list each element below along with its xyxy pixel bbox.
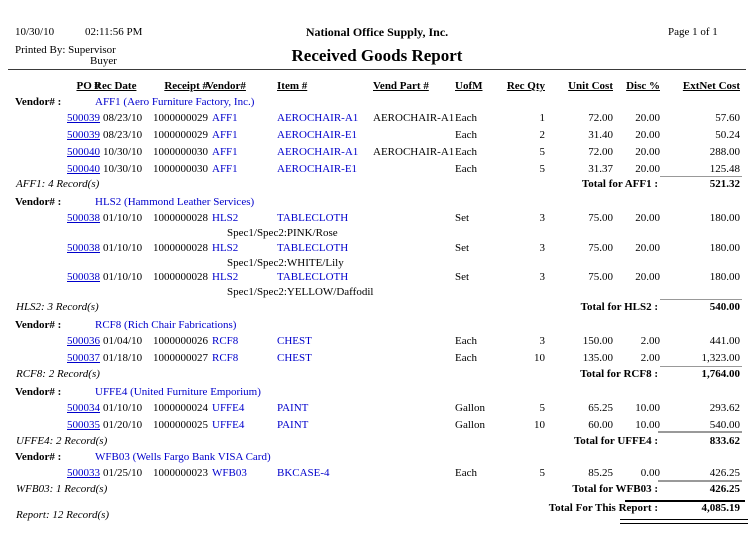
rec-date: 01/04/10 <box>103 335 143 347</box>
total-value: 426.25 <box>709 483 740 495</box>
vendor-header-row <box>0 386 754 401</box>
vendor-name-link[interactable]: WFB03 (Wells Fargo Bank VISA Card) <box>95 451 271 463</box>
vendor-label: Vendor# : <box>15 319 62 331</box>
unit-cost: 60.00 <box>588 419 613 431</box>
record-count: AFF1: 4 Record(s) <box>16 178 100 190</box>
receipt-number: 1000000027 <box>153 352 208 364</box>
report-time: 02:11:56 PM <box>85 26 143 38</box>
total-label: Total for HLS2 : <box>580 301 658 313</box>
po-link[interactable]: 500033 <box>67 467 100 479</box>
unit-cost: 135.00 <box>582 352 613 364</box>
vendor-label: Vendor# : <box>15 96 62 108</box>
receipt-number: 1000000028 <box>153 242 208 254</box>
vendor-link[interactable]: RCF8 <box>212 352 239 364</box>
report-date: 10/30/10 <box>15 26 55 38</box>
po-link[interactable]: 500038 <box>67 212 100 224</box>
receipt-number: 1000000029 <box>153 112 208 124</box>
disc-pct: 2.00 <box>640 335 660 347</box>
disc-pct: 2.00 <box>640 352 660 364</box>
total-rule <box>658 480 742 482</box>
section-footer-row <box>0 435 754 450</box>
item-link[interactable]: PAINT <box>277 419 309 431</box>
rec-qty: 3 <box>539 271 545 283</box>
rec-qty: 2 <box>539 129 545 141</box>
vendor-link[interactable]: UFFE4 <box>212 419 245 431</box>
col-rec-qty: Rec Qty <box>506 80 545 92</box>
table-row <box>0 212 754 227</box>
vendor-header-row <box>0 96 754 111</box>
disc-pct: 0.00 <box>640 467 660 479</box>
unit-cost: 85.25 <box>588 467 613 479</box>
spec-row <box>0 227 754 242</box>
col-unit-cost: Unit Cost <box>568 80 613 92</box>
rec-date: 01/25/10 <box>103 467 143 479</box>
table-row <box>0 271 754 286</box>
uofm: Each <box>455 467 477 479</box>
buyer-label: Buyer <box>90 55 117 67</box>
receipt-number: 1000000028 <box>153 212 208 224</box>
printed-by: Printed By: Supervisor <box>15 44 116 56</box>
item-link[interactable]: AEROCHAIR-A1 <box>277 112 359 124</box>
rec-qty: 10 <box>534 352 545 364</box>
uofm: Gallon <box>455 419 485 431</box>
total-rule <box>660 366 742 367</box>
rec-qty: 1 <box>539 112 545 124</box>
table-row <box>0 129 754 144</box>
disc-pct: 10.00 <box>635 419 660 431</box>
rec-date: 01/10/10 <box>103 212 143 224</box>
item-link[interactable]: CHEST <box>277 335 312 347</box>
receipt-number: 1000000024 <box>153 402 208 414</box>
report-records-row <box>0 509 754 524</box>
unit-cost: 75.00 <box>588 271 613 283</box>
report-total-label: Total For This Report : <box>548 502 658 514</box>
vendor-header-row <box>0 451 754 466</box>
ext-net-cost: 1,323.00 <box>701 352 740 364</box>
ext-net-cost: 50.24 <box>715 129 740 141</box>
po-link[interactable]: 500040 <box>67 146 100 158</box>
unit-cost: 75.00 <box>588 212 613 224</box>
rec-date: 10/30/10 <box>103 163 143 175</box>
disc-pct: 20.00 <box>635 112 660 124</box>
vendor-link[interactable]: RCF8 <box>212 335 239 347</box>
col-disc: Disc % <box>626 80 660 92</box>
spec-text: Spec1/Spec2:PINK/Rose <box>227 227 338 239</box>
item-link[interactable]: CHEST <box>277 352 312 364</box>
total-value: 521.32 <box>709 178 740 190</box>
ext-net-cost: 180.00 <box>709 212 740 224</box>
item-link[interactable]: AEROCHAIR-E1 <box>277 129 358 141</box>
rec-qty: 5 <box>539 467 545 479</box>
ext-net-cost: 540.00 <box>709 419 740 431</box>
total-label: Total for AFF1 : <box>581 178 658 190</box>
receipt-number: 1000000029 <box>153 129 208 141</box>
po-link[interactable]: 500034 <box>67 402 100 414</box>
col-ext-net: ExtNet Cost <box>682 80 740 92</box>
receipt-number: 1000000030 <box>153 163 208 175</box>
uofm: Each <box>455 163 477 175</box>
total-value: 540.00 <box>709 301 740 313</box>
section-footer-row <box>0 178 754 193</box>
item-link[interactable]: TABLECLOTH <box>277 212 349 224</box>
unit-cost: 31.40 <box>588 129 613 141</box>
total-rule <box>660 299 742 300</box>
uofm: Set <box>455 271 470 283</box>
section-footer-row <box>0 483 754 498</box>
spec-row <box>0 257 754 272</box>
disc-pct: 20.00 <box>635 129 660 141</box>
report-total-value: 4,085.19 <box>701 502 740 514</box>
po-link[interactable]: 500037 <box>67 352 100 364</box>
vendor-link[interactable]: AFF1 <box>212 146 238 158</box>
spec-text: Spec1/Spec2:WHITE/Lily <box>227 257 344 269</box>
disc-pct: 20.00 <box>635 212 660 224</box>
vend-part: AEROCHAIR-A1 <box>373 112 455 124</box>
column-header-row <box>0 80 754 95</box>
vendor-link[interactable]: HLS2 <box>212 271 239 283</box>
receipt-number: 1000000026 <box>153 335 208 347</box>
rec-date: 01/20/10 <box>103 419 143 431</box>
total-label: Total for RCF8 : <box>580 368 658 380</box>
ext-net-cost: 288.00 <box>709 146 740 158</box>
item-link[interactable]: TABLECLOTH <box>277 271 349 283</box>
vendor-link[interactable]: AFF1 <box>212 129 238 141</box>
col-receipt: Receipt # <box>164 80 208 92</box>
vendor-label: Vendor# : <box>15 196 62 208</box>
vendor-name-link[interactable]: HLS2 (Hammond Leather Services) <box>95 196 255 208</box>
table-row <box>0 335 754 350</box>
unit-cost: 31.37 <box>588 163 613 175</box>
header-rule <box>8 69 746 70</box>
ext-net-cost: 180.00 <box>709 271 740 283</box>
page-title: Received Goods Report <box>291 46 463 65</box>
total-value: 833.62 <box>709 435 740 447</box>
ext-net-cost: 293.62 <box>709 402 740 414</box>
item-link[interactable]: BKCASE-4 <box>277 467 330 479</box>
po-link[interactable]: 500035 <box>67 419 100 431</box>
spec-text: Spec1/Spec2:YELLOW/Daffodil <box>227 286 374 298</box>
disc-pct: 20.00 <box>635 271 660 283</box>
col-item: Item # <box>277 80 308 92</box>
vendor-link[interactable]: AFF1 <box>212 163 238 175</box>
spec-row <box>0 286 754 301</box>
unit-cost: 72.00 <box>588 146 613 158</box>
vendor-link[interactable]: UFFE4 <box>212 402 245 414</box>
record-count: RCF8: 2 Record(s) <box>16 368 100 380</box>
item-link[interactable]: AEROCHAIR-E1 <box>277 163 358 175</box>
uofm: Set <box>455 212 470 224</box>
unit-cost: 75.00 <box>588 242 613 254</box>
po-link[interactable]: 500039 <box>67 129 100 141</box>
record-count: UFFE4: 2 Record(s) <box>16 435 108 447</box>
po-link[interactable]: 500039 <box>67 112 100 124</box>
vendor-link[interactable]: HLS2 <box>212 242 239 254</box>
disc-pct: 20.00 <box>635 242 660 254</box>
col-vend-part: Vend Part # <box>373 80 429 92</box>
disc-pct: 20.00 <box>635 146 660 158</box>
table-row <box>0 467 754 482</box>
rec-qty: 3 <box>539 212 545 224</box>
rec-date: 01/10/10 <box>103 242 143 254</box>
page-indicator: Page 1 of 1 <box>668 26 718 38</box>
report-record-count: Report: 12 Record(s) <box>16 509 110 521</box>
po-link[interactable]: 500036 <box>67 335 100 347</box>
rec-qty: 3 <box>539 242 545 254</box>
ext-net-cost: 57.60 <box>715 112 740 124</box>
uofm: Each <box>455 352 477 364</box>
rec-date: 01/10/10 <box>103 402 143 414</box>
po-link[interactable]: 500038 <box>67 242 100 254</box>
vendor-link[interactable]: AFF1 <box>212 112 238 124</box>
vendor-header-row <box>0 319 754 334</box>
record-count: HLS2: 3 Record(s) <box>16 301 99 313</box>
company-name: National Office Supply, Inc. <box>305 25 449 39</box>
vendor-label: Vendor# : <box>15 386 62 398</box>
uofm: Gallon <box>455 402 485 414</box>
record-count: WFB03: 1 Record(s) <box>16 483 108 495</box>
total-label: Total for UFFE4 : <box>573 435 658 447</box>
rec-date: 01/18/10 <box>103 352 143 364</box>
col-rec-date: Rec Date <box>94 80 137 92</box>
table-row <box>0 352 754 367</box>
total-rule <box>660 176 742 177</box>
ext-net-cost: 180.00 <box>709 242 740 254</box>
rec-qty: 3 <box>539 335 545 347</box>
rec-date: 08/23/10 <box>103 129 143 141</box>
section-footer-row <box>0 368 754 383</box>
table-row <box>0 419 754 434</box>
rec-qty: 5 <box>539 402 545 414</box>
receipt-number: 1000000028 <box>153 271 208 283</box>
rec-qty: 5 <box>539 146 545 158</box>
vend-part: AEROCHAIR-A1 <box>373 146 455 158</box>
col-po: PO # <box>76 80 100 92</box>
total-label: Total for WFB03 : <box>572 483 658 495</box>
rec-qty: 5 <box>539 163 545 175</box>
item-link[interactable]: AEROCHAIR-A1 <box>277 146 359 158</box>
unit-cost: 150.00 <box>582 335 613 347</box>
uofm: Each <box>455 146 477 158</box>
col-uofm: UofM <box>455 80 483 92</box>
section-footer-row <box>0 301 754 316</box>
col-vendor: Vendor# <box>206 80 246 92</box>
table-row <box>0 242 754 257</box>
vendor-header-row <box>0 196 754 211</box>
table-row <box>0 163 754 178</box>
table-row <box>0 146 754 161</box>
rec-date: 08/23/10 <box>103 112 143 124</box>
uofm: Each <box>455 129 477 141</box>
item-link[interactable]: PAINT <box>277 402 309 414</box>
rec-date: 01/10/10 <box>103 271 143 283</box>
item-link[interactable]: TABLECLOTH <box>277 242 349 254</box>
uofm: Set <box>455 242 470 254</box>
unit-cost: 72.00 <box>588 112 613 124</box>
table-row <box>0 402 754 417</box>
vendor-name-link[interactable]: UFFE4 (United Furniture Emporium) <box>95 386 261 398</box>
ext-net-cost: 426.25 <box>709 467 740 479</box>
vendor-link[interactable]: HLS2 <box>212 212 239 224</box>
total-value: 1,764.00 <box>701 368 740 380</box>
po-link[interactable]: 500038 <box>67 271 100 283</box>
disc-pct: 10.00 <box>635 402 660 414</box>
rec-date: 10/30/10 <box>103 146 143 158</box>
receipt-number: 1000000025 <box>153 419 208 431</box>
receipt-number: 1000000023 <box>153 467 208 479</box>
vendor-name-link[interactable]: RCF8 (Rich Chair Fabrications) <box>95 319 237 331</box>
po-link[interactable]: 500040 <box>67 163 100 175</box>
unit-cost: 65.25 <box>588 402 613 414</box>
vendor-label: Vendor# : <box>15 451 62 463</box>
disc-pct: 20.00 <box>635 163 660 175</box>
table-row <box>0 112 754 127</box>
ext-net-cost: 441.00 <box>709 335 740 347</box>
vendor-link[interactable]: WFB03 <box>212 467 247 479</box>
uofm: Each <box>455 112 477 124</box>
uofm: Each <box>455 335 477 347</box>
vendor-name-link[interactable]: AFF1 (Aero Furniture Factory, Inc.) <box>95 96 255 108</box>
ext-net-cost: 125.48 <box>709 163 740 175</box>
total-rule <box>658 431 742 433</box>
rec-qty: 10 <box>534 419 545 431</box>
receipt-number: 1000000030 <box>153 146 208 158</box>
